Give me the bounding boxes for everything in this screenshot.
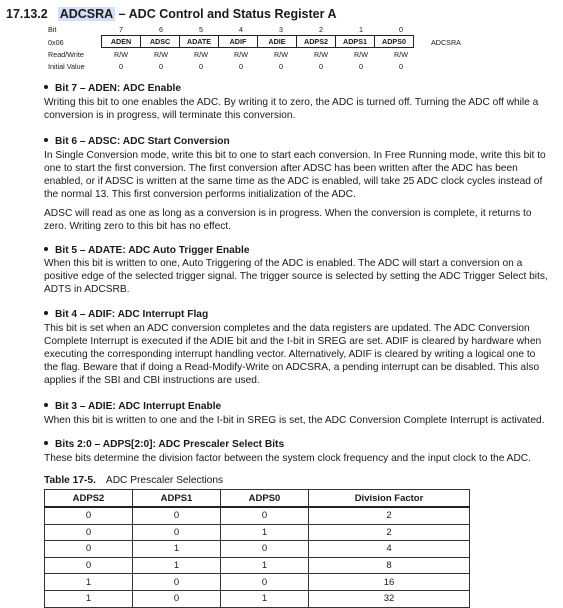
table-row [45,590,470,607]
section-title: – ADC Control and Status Register A [115,7,337,21]
initial-value: 0 [399,62,403,71]
bit-number: 3 [279,25,283,34]
table-cell: 0 [133,590,221,607]
access-value: R/W [194,50,208,59]
section-heading [6,7,337,21]
bit-number: 0 [399,25,403,34]
bit-name-cell: ADEN [102,36,141,48]
table-row [45,557,470,574]
row-label-bit: Bit [48,25,57,34]
bit-number: 5 [199,25,203,34]
register-bit-table [101,35,414,48]
table-row [45,541,470,558]
row-label-initial: Initial Value [48,62,85,71]
paragraph-adie: When this bit is written to one and the I-bit in SREG is set, the ADC Conversion Complete Interrupt is activated. [44,415,545,426]
bit-name-cell: ADPS1 [336,36,375,48]
row-label-address: 0x06 [48,38,64,47]
table-cell: 0 [221,541,309,558]
initial-value: 0 [199,62,203,71]
access-value: R/W [354,50,368,59]
table-cell: 1 [45,590,133,607]
paragraph-adsc-1: In Single Conversion mode, write this bit to one to start each conversion. In Free Running mode, write this bit to one to start the first conversion. The first conversion after ADSC has been written after the ADC has been enabled, or if ADSC is written at the same time as the ADC is enabled, will take 25 ADC clock cycles instead of the normal 13. This first conversion performs initialization of the ADC. [44,150,546,200]
initial-value: 0 [319,62,323,71]
table-header-row [45,490,470,508]
bullet-icon [44,403,48,407]
bit-name-cell: ADIF [219,36,258,48]
table-cell: 1 [221,590,309,607]
register-name-highlight: ADCSRA [59,7,114,21]
table-cell: 1 [133,541,221,558]
table-cell: 0 [221,574,309,591]
column-header: Division Factor [309,490,470,508]
table-cell: 0 [133,524,221,541]
row-label-access: Read/Write [48,50,84,59]
section-title-adif: Bit 4 – ADIF: ADC Interrupt Flag [44,309,208,320]
initial-value: 0 [359,62,363,71]
table-caption-text: ADC Prescaler Selections [105,475,224,486]
bullet-icon [44,138,48,142]
table-cell: 0 [221,507,309,524]
paragraph-adps: These bits determine the division factor between the system clock frequency and the input clock to the ADC. [44,453,531,464]
table-cell: 32 [309,590,470,607]
bit-name-cell: ADIE [258,36,297,48]
paragraph-adsc-2: ADSC will read as one as long as a conversion is in progress. When the conversion is complete, it returns to zero. Writing zero to this bit has no effect. [44,208,532,232]
bit-name-cell: ADPS2 [297,36,336,48]
initial-value: 0 [159,62,163,71]
bit-number: 4 [239,25,243,34]
register-name-label: ADCSRA [431,38,461,47]
table-cell: 1 [221,524,309,541]
paragraph-adif: This bit is set when an ADC conversion completes and the data registers are updated. The ADC Conversion Complete Interrupt is executed if the ADIE bit and the I-bit in SREG are set. ADIF is cleared by hardware when executing the corresponding interrupt handling vector. Alternatively, ADIF is cleared by writing a logical one to the flag. Beware that if doing a Read-Modify-Write on ADCSRA, a pending interrupt can be disabled. This also applies if the SBI and CBI instructions are used. [44,323,542,386]
bit-number: 7 [119,25,123,34]
access-value: R/W [234,50,248,59]
section-title-adsc: Bit 6 – ADSC: ADC Start Conversion [44,136,230,147]
table-cell: 0 [45,507,133,524]
initial-value: 0 [239,62,243,71]
bit-number: 1 [359,25,363,34]
bullet-icon [44,311,48,315]
table-cell: 2 [309,524,470,541]
table-cell: 0 [133,507,221,524]
bullet-icon [44,247,48,251]
table-cell: 4 [309,541,470,558]
table-row [45,507,470,524]
access-value: R/W [154,50,168,59]
section-title-adie: Bit 3 – ADIE: ADC Interrupt Enable [44,401,221,412]
initial-value: 0 [279,62,283,71]
access-value: R/W [114,50,128,59]
section-title-adate: Bit 5 – ADATE: ADC Auto Trigger Enable [44,245,250,256]
bullet-icon [44,85,48,89]
table-cell: 8 [309,557,470,574]
bit-name-cell: ADSC [141,36,180,48]
table-caption-label: Table 17-5. [44,475,96,486]
prescaler-table [44,489,470,608]
table-row [45,574,470,591]
table-cell: 2 [309,507,470,524]
table-cell: 0 [45,541,133,558]
bit-name-cell: ADATE [180,36,219,48]
column-header: ADPS0 [221,490,309,508]
table-cell: 1 [221,557,309,574]
table-cell: 0 [45,557,133,574]
table-row [45,524,470,541]
table-caption [44,475,223,486]
section-title-adps: Bits 2:0 – ADPS[2:0]: ADC Prescaler Select Bits [44,439,284,450]
initial-value: 0 [119,62,123,71]
paragraph-adate: When this bit is written to one, Auto Triggering of the ADC is enabled. The ADC will start a conversion on a positive edge of the selected trigger signal. The trigger source is selected by setting the ADC Trigger Select bits, ADTS in ADCSRB. [44,258,548,295]
column-header: ADPS2 [45,490,133,508]
section-number: 17.13.2 [6,7,48,21]
access-value: R/W [394,50,408,59]
table-cell: 1 [45,574,133,591]
bullet-icon [44,441,48,445]
paragraph-aden: Writing this bit to one enables the ADC. By writing it to zero, the ADC is turned off. Turning the ADC off while a conversion is in progress, will terminate this conversion. [44,97,539,121]
column-header: ADPS1 [133,490,221,508]
bit-name-cell: ADPS0 [375,36,414,48]
table-cell: 0 [45,524,133,541]
bit-number: 6 [159,25,163,34]
table-cell: 0 [133,574,221,591]
table-cell: 16 [309,574,470,591]
bit-number: 2 [319,25,323,34]
access-value: R/W [274,50,288,59]
table-cell: 1 [133,557,221,574]
access-value: R/W [314,50,328,59]
section-title-aden: Bit 7 – ADEN: ADC Enable [44,83,181,94]
